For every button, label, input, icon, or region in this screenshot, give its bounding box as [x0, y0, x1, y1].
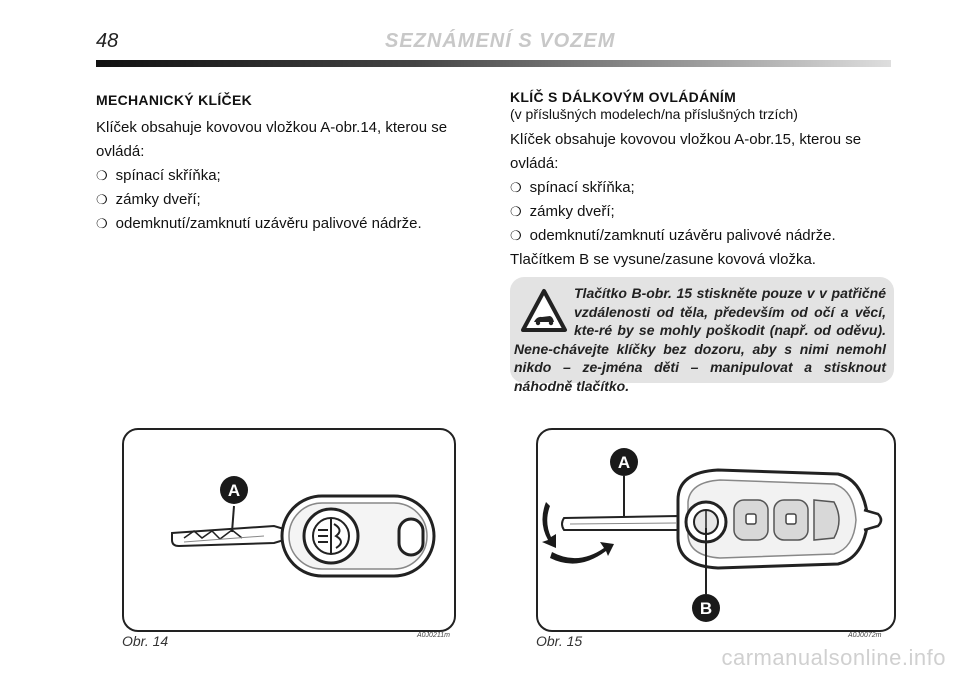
- left-intro: Klíček obsahuje kovovou vložkou A-obr.14, kterou se ovládá:: [96, 119, 448, 160]
- mechanical-key-illustration: [124, 430, 454, 630]
- list-item: ❍ spínací skříňka;: [510, 176, 900, 200]
- figure-15-code: A0J0072m: [848, 632, 882, 639]
- section-title: SEZNÁMENÍ S VOZEM: [385, 30, 616, 52]
- warning-triangle-icon: [520, 288, 568, 334]
- figure-14-frame: [122, 428, 456, 632]
- left-heading: MECHANICKÝ KLÍČEK: [96, 92, 252, 108]
- figure-14-code: A0J0211m: [417, 632, 450, 639]
- list-item: ❍ zámky dveří;: [96, 188, 476, 212]
- left-column: [96, 88, 476, 236]
- right-subheading: (v příslušných modelech/na příslušných trzích): [510, 106, 798, 122]
- figure-15-label: Obr. 15: [536, 633, 583, 649]
- list-item: ❍ spínací skříňka;: [96, 164, 476, 188]
- right-heading: KLÍČ S DÁLKOVÝM OVLÁDÁNÍM: [510, 89, 737, 105]
- figure-15-frame: [536, 428, 896, 632]
- right-outro: Tlačítkem B se vysune/zasune kovová vložka.: [510, 251, 816, 268]
- right-column: [510, 88, 900, 272]
- warning-box: [510, 277, 894, 394]
- list-item: ❍ zámky dveří;: [510, 200, 900, 224]
- header-rule: [96, 60, 891, 67]
- callout-a: A: [227, 481, 241, 500]
- list-item: ❍ odemknutí/zamknutí uzávěru palivové nádrže.: [510, 224, 900, 248]
- page-number: 48: [96, 30, 119, 52]
- list-item: ❍ odemknutí/zamknutí uzávěru palivové nádrže.: [96, 212, 476, 236]
- right-intro: Klíček obsahuje kovovou vložkou A-obr.15, kterou se ovládá:: [510, 131, 862, 172]
- remote-key-illustration: [538, 430, 894, 630]
- warning-text: Tlačítko B-obr. 15 stiskněte pouze v v patřičné vzdálenosti od těla, především od očí a věcí, kte-ré by se mohly poškodit (např. od oděvu). Nene-chávejte klíčky bez dozoru, aby s nimi nemohl nikdo – ze-jména děti – manipulovat a stisknout náhodně tlačítko.: [514, 285, 886, 394]
- watermark: carmanualsonline.info: [721, 645, 946, 670]
- callout-b: B: [699, 599, 713, 618]
- figure-14-label: Obr. 14: [122, 633, 169, 649]
- callout-a: A: [617, 453, 631, 472]
